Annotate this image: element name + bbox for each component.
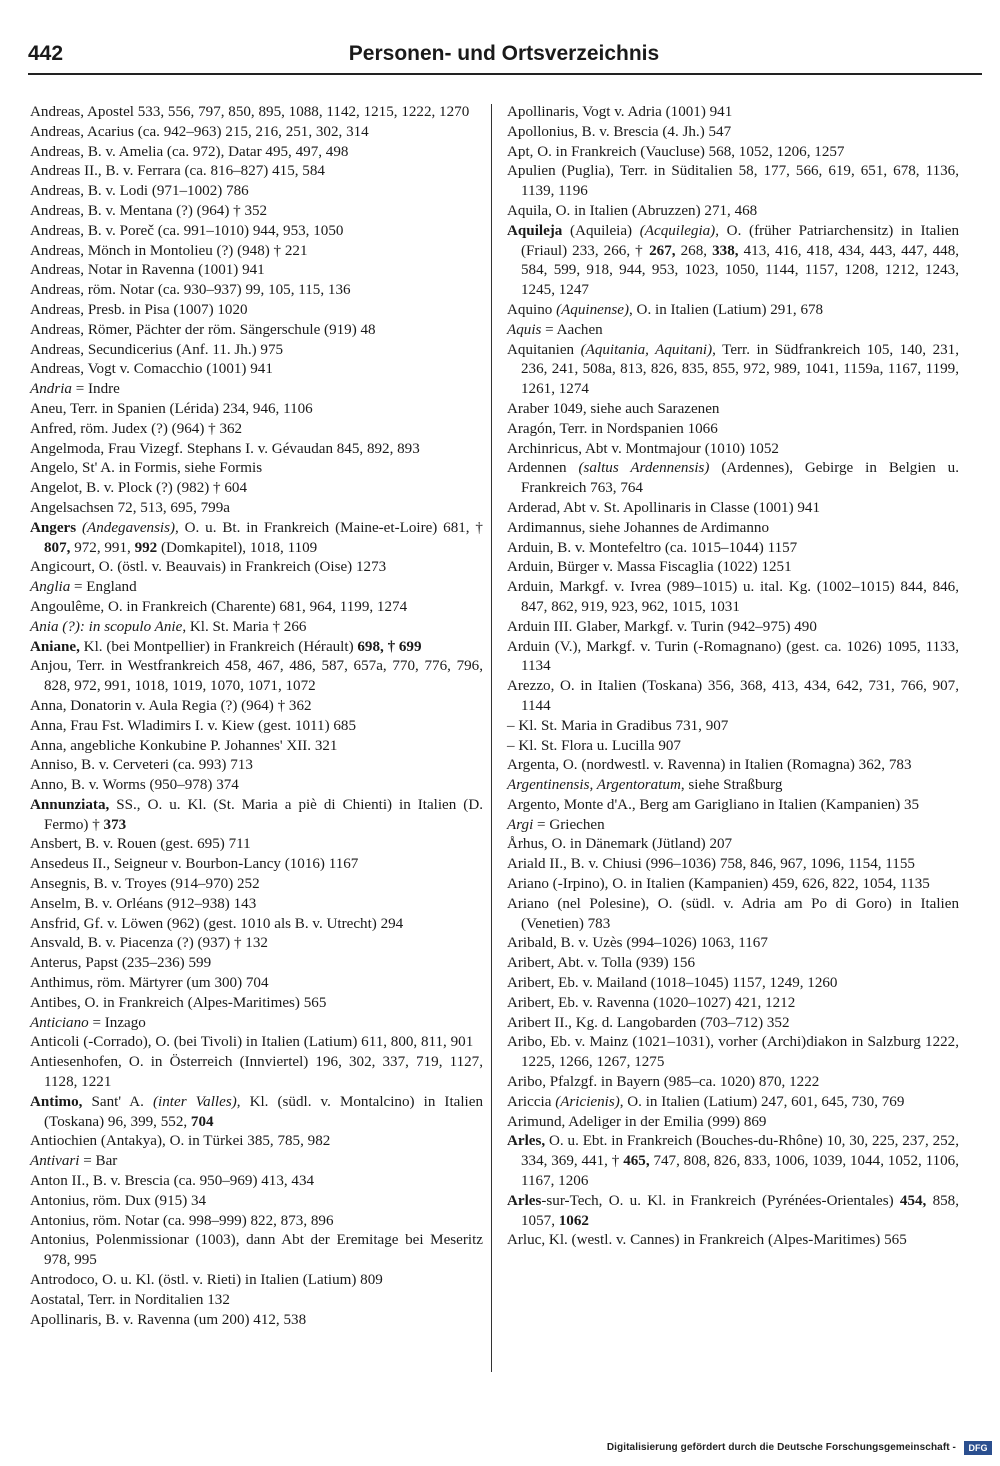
- entry-text: SS., O. u. Kl. (St. Maria a piè di Chienti) in Italien (D. Fermo) †: [44, 796, 483, 833]
- index-entry: [30, 499, 483, 519]
- entry-text: Angelo, St' A. in Formis, siehe Formis: [30, 460, 263, 477]
- index-entry: [30, 875, 483, 895]
- entry-text: Andria: [30, 381, 72, 398]
- entry-text: Kl. (bei Montpellier) in Frankreich (Hérault): [79, 638, 358, 655]
- index-entry: [30, 1212, 483, 1232]
- index-entry: [30, 756, 483, 776]
- index-entry: [507, 875, 959, 895]
- index-entry: [507, 756, 959, 776]
- entry-text: Antrodoco, O. u. Kl. (östl. v. Rieti) in Italien (Latium) 809: [30, 1272, 383, 1289]
- entry-text: Angelsachsen 72, 513, 695, 799a: [30, 499, 230, 516]
- entry-text: Andreas, Acarius (ca. 942–963) 215, 216, 251, 302, 314: [30, 123, 369, 140]
- index-entry: [30, 796, 483, 836]
- entry-text: Anterus, Papst (235–236) 599: [30, 955, 212, 972]
- entry-text: Argenta, O. (nordwestl. v. Ravenna) in Italien (Romagna) 362, 783: [507, 757, 912, 774]
- page-number: 442: [28, 42, 64, 65]
- entry-text: , siehe Straßburg: [680, 777, 783, 794]
- entry-text: Aniane,: [30, 638, 80, 655]
- index-entry: [507, 400, 959, 420]
- index-entry: [507, 103, 959, 123]
- entry-text: Antimo,: [30, 1093, 83, 1110]
- entry-text: Antibes, O. in Frankreich (Alpes-Maritimes) 565: [30, 994, 327, 1011]
- entry-text: , Terr. in Südfrankreich 105, 140, 231, 236, 241, 508a, 813, 826, 835, 855, 972, 989, 1041, 1159a, 1167, 1199, 1261, 1274: [521, 341, 959, 398]
- entry-text: Ansbert, B. v. Rouen (gest. 695) 711: [30, 836, 251, 853]
- entry-text: Arduin, Markgf. v. Ivrea (989–1015) u. ital. Kg. (1002–1015) 844, 846, 847, 862, 919, 923, 962, 1015, 1031: [507, 579, 959, 615]
- index-entry: [30, 697, 483, 717]
- page-title: Personen- und Ortsverzeichnis: [348, 42, 660, 65]
- entry-text: Andreas, B. v. Mentana (?) (964) † 352: [30, 202, 268, 219]
- entry-text: 454,: [899, 1192, 927, 1209]
- entry-text: Antiesenhofen, O. in Österreich (Innviertel) 196, 302, 337, 719, 1127, 1128, 1221: [30, 1054, 483, 1091]
- entry-text: Aquis: [507, 321, 542, 338]
- index-entry: [30, 1053, 483, 1093]
- entry-text: (Domkapitel), 1018, 1109: [157, 539, 318, 556]
- index-entry: [30, 341, 483, 361]
- index-entry: [507, 1073, 959, 1093]
- index-entry: [30, 657, 483, 697]
- index-entry: [30, 143, 483, 163]
- index-entry: [507, 1192, 959, 1232]
- entry-text: Aribo, Pfalzgf. in Bayern (985–ca. 1020) 870, 1222: [507, 1074, 820, 1091]
- entry-text: = Indre: [71, 381, 120, 398]
- entry-text: 267,: [649, 242, 676, 259]
- entry-text: Anna, Frau Fst. Wladimirs I. v. Kiew (gest. 1011) 685: [30, 717, 357, 734]
- entry-text: Aribert, Eb. v. Ravenna (1020–1027) 421, 1212: [507, 994, 796, 1011]
- index-entry: [507, 143, 959, 163]
- index-entry: [507, 1113, 959, 1133]
- index-entry: [507, 341, 959, 400]
- index-entry: [30, 954, 483, 974]
- index-entry: [507, 717, 959, 737]
- index-entry: [507, 816, 959, 836]
- index-entry: [30, 776, 483, 796]
- index-entry: [30, 1231, 483, 1271]
- entry-text: = Aachen: [541, 321, 603, 338]
- entry-text: Annunziata,: [30, 796, 110, 813]
- index-entry: [30, 1132, 483, 1152]
- entry-text: 992: [134, 539, 158, 556]
- index-entry: [30, 855, 483, 875]
- index-entry: [507, 796, 959, 816]
- index-entry: [30, 380, 483, 400]
- dfg-logo: DFG: [964, 1441, 992, 1455]
- entry-text: Aribert, Abt. v. Tolla (939) 156: [507, 955, 696, 972]
- entry-text: = Griechen: [533, 816, 605, 833]
- index-entry: [30, 242, 483, 262]
- index-entry: [30, 895, 483, 915]
- index-entry: [507, 321, 959, 341]
- entry-text: Anniso, B. v. Cerveteri (ca. 993) 713: [30, 757, 253, 774]
- entry-text: Angicourt, O. (östl. v. Beauvais) in Frankreich (Oise) 1273: [30, 559, 387, 576]
- entry-text: O. u. Ebt. in Frankreich (Bouches-du-Rhône) 10, 30, 225, 237, 252, 334, 369, 441, †: [521, 1133, 959, 1170]
- entry-text: Argentinensis, Argentoratum: [507, 777, 681, 794]
- index-entry: [30, 994, 483, 1014]
- entry-text: Antonius, röm. Notar (ca. 998–999) 822, 873, 896: [30, 1212, 334, 1229]
- entry-text: Angoulême, O. in Frankreich (Charente) 681, 964, 1199, 1274: [30, 598, 408, 615]
- index-entry: [30, 1152, 483, 1172]
- entry-text: Ariccia: [507, 1093, 556, 1110]
- entry-text: Ansvald, B. v. Piacenza (?) (937) † 132: [30, 935, 268, 952]
- entry-text: 373: [103, 816, 127, 833]
- index-entry: [507, 1093, 959, 1113]
- entry-text: , O. u. Bt. in Frankreich (Maine-et-Loire) 681, †: [175, 519, 483, 536]
- entry-text: 338,: [712, 242, 739, 259]
- entry-text: Anton II., B. v. Brescia (ca. 950–969) 413, 434: [30, 1173, 315, 1190]
- index-entry: [30, 835, 483, 855]
- entry-text: Apollinaris, Vogt v. Adria (1001) 941: [507, 104, 733, 120]
- entry-text: Andreas, Mönch in Montolieu (?) (948) † 221: [30, 242, 308, 259]
- entry-text: Aribald, B. v. Uzès (994–1026) 1063, 1167: [507, 935, 768, 952]
- entry-text: Aribo, Eb. v. Mainz (1021–1031), vorher (Archi)diakon in Salzburg 1222, 1225, 1266, 1267, 1275: [507, 1034, 959, 1071]
- entry-text: = Inzago: [88, 1014, 146, 1031]
- page-header: [28, 42, 980, 76]
- index-entry: [507, 578, 959, 618]
- entry-text: Andreas, Vogt v. Comacchio (1001) 941: [30, 361, 273, 378]
- entry-text: , Kl. (südl. v. Montalcino) in Italien (Toskana) 96, 399, 552,: [44, 1093, 483, 1130]
- entry-text: Angelmoda, Frau Vizegf. Stephans I. v. Gévaudan 845, 892, 893: [30, 440, 420, 457]
- entry-text: Århus, O. in Dänemark (Jütland) 207: [507, 836, 733, 853]
- entry-text: (Aquileia): [562, 222, 640, 239]
- entry-text: Apollinaris, B. v. Ravenna (um 200) 412, 538: [30, 1311, 307, 1328]
- index-entry: [30, 103, 483, 123]
- index-entry: [30, 123, 483, 143]
- index-entry: [507, 301, 959, 321]
- index-column-right: [507, 103, 959, 1251]
- index-entry: [507, 440, 959, 460]
- index-entry: [30, 717, 483, 737]
- column-divider: [491, 104, 492, 1372]
- index-entry: [30, 1271, 483, 1291]
- entry-text: – Kl. St. Maria in Gradibus 731, 907: [507, 717, 729, 734]
- entry-text: Andreas, B. v. Amelia (ca. 972), Datar 495, 497, 498: [30, 143, 349, 160]
- entry-text: Apollonius, B. v. Brescia (4. Jh.) 547: [507, 123, 732, 140]
- entry-text: 807,: [44, 539, 71, 556]
- entry-text: Anfred, röm. Judex (?) (964) † 362: [30, 420, 243, 437]
- entry-text: Ardimannus, siehe Johannes de Ardimanno: [507, 519, 769, 536]
- entry-text: 972, 991,: [70, 539, 135, 556]
- entry-text: Ansfrid, Gf. v. Löwen (962) (gest. 1010 als B. v. Utrecht) 294: [30, 915, 404, 932]
- entry-text: (Andegavensis): [81, 519, 176, 536]
- index-entry: [30, 519, 483, 559]
- index-entry: [507, 420, 959, 440]
- entry-text: Aribert, Eb. v. Mailand (1018–1045) 1157, 1249, 1260: [507, 975, 838, 992]
- index-entry: [507, 202, 959, 222]
- entry-text: 698, † 699: [357, 638, 422, 655]
- index-entry: [30, 1311, 483, 1331]
- index-entry: [30, 638, 483, 658]
- entry-text: Andreas, Presb. in Pisa (1007) 1020: [30, 301, 248, 318]
- index-entry: [507, 974, 959, 994]
- index-entry: [30, 479, 483, 499]
- index-entry: [30, 1014, 483, 1034]
- entry-text: = Bar: [79, 1153, 118, 1170]
- index-entry: [30, 618, 483, 638]
- entry-text: Ansegnis, B. v. Troyes (914–970) 252: [30, 876, 260, 893]
- entry-text: Arles: [507, 1192, 542, 1209]
- entry-text: Andreas, Römer, Pächter der röm. Sängerschule (919) 48: [30, 321, 376, 338]
- index-entry: [30, 420, 483, 440]
- entry-text: Argento, Monte d'A., Berg am Garigliano in Italien (Kampanien) 35: [507, 796, 920, 813]
- entry-text: 704: [190, 1113, 214, 1130]
- entry-text: Aragón, Terr. in Nordspanien 1066: [507, 420, 718, 437]
- entry-text: Anna, angebliche Konkubine P. Johannes' XII. 321: [30, 737, 338, 754]
- entry-text: Anno, B. v. Worms (950–978) 374: [30, 777, 239, 794]
- entry-text: Araber 1049, siehe auch Sarazenen: [507, 400, 720, 417]
- entry-text: Anselm, B. v. Orléans (912–938) 143: [30, 895, 257, 912]
- entry-text: Antivari: [30, 1153, 80, 1170]
- index-entry: [30, 440, 483, 460]
- entry-text: Andreas, B. v. Poreč (ca. 991–1010) 944, 953, 1050: [30, 222, 344, 239]
- index-entry: [30, 321, 483, 341]
- entry-text: , O. in Italien (Latium) 247, 601, 645, 730, 769: [619, 1093, 905, 1110]
- entry-text: – Kl. St. Flora u. Lucilla 907: [507, 737, 681, 754]
- index-entry: [507, 618, 959, 638]
- index-entry: [30, 934, 483, 954]
- entry-text: Arezzo, O. in Italien (Toskana) 356, 368, 413, 434, 642, 731, 766, 907, 1144: [507, 678, 959, 714]
- entry-text: Aneu, Terr. in Spanien (Lérida) 234, 946, 1106: [30, 400, 313, 417]
- entry-text: Apt, O. in Frankreich (Vaucluse) 568, 1052, 1206, 1257: [507, 143, 845, 160]
- entry-text: Arduin, B. v. Montefeltro (ca. 1015–1044) 1157: [507, 539, 798, 556]
- index-entry: [507, 855, 959, 875]
- entry-text: Andreas, röm. Notar (ca. 930–937) 99, 105, 115, 136: [30, 282, 351, 299]
- entry-text: Anthimus, röm. Märtyrer (um 300) 704: [30, 975, 269, 992]
- index-entry: [30, 578, 483, 598]
- entry-text: Archinricus, Abt v. Montmajour (1010) 1052: [507, 440, 779, 457]
- entry-text: Arimund, Adeliger in der Emilia (999) 869: [507, 1113, 767, 1130]
- entry-text: Andreas II., B. v. Ferrara (ca. 816–827) 415, 584: [30, 163, 325, 180]
- entry-text: Arduin (V.), Markgf. v. Turin (-Romagnano) (gest. ca. 1026) 1095, 1133, 1134: [507, 638, 959, 675]
- index-entry: [30, 222, 483, 242]
- index-entry: [30, 915, 483, 935]
- entry-text: Angers: [30, 519, 77, 536]
- index-entry: [507, 1014, 959, 1034]
- entry-text: (Aricienis): [555, 1093, 620, 1110]
- index-entry: [507, 776, 959, 796]
- entry-text: Ariano (nel Polesine), O. (südl. v. Adria am Po di Goro) in Italien (Venetien) 783: [507, 895, 959, 932]
- index-entry: [30, 558, 483, 578]
- index-entry: [507, 123, 959, 143]
- entry-text: Antiochien (Antakya), O. in Türkei 385, 785, 982: [30, 1133, 331, 1150]
- entry-text: Ariano (-Irpino), O. in Italien (Kampanien) 459, 626, 822, 1054, 1135: [507, 876, 930, 893]
- index-entry: [507, 519, 959, 539]
- index-entry: [30, 360, 483, 380]
- entry-text: Argi: [507, 816, 534, 833]
- entry-text: 1062: [558, 1212, 589, 1229]
- entry-text: Ariald II., B. v. Chiusi (996–1036) 758, 846, 967, 1096, 1154, 1155: [507, 856, 915, 873]
- index-entry: [507, 934, 959, 954]
- index-entry: [507, 994, 959, 1014]
- entry-text: 465,: [623, 1153, 650, 1170]
- entry-text: Andreas, Secundicerius (Anf. 11. Jh.) 975: [30, 341, 284, 358]
- entry-text: Ardennen: [507, 460, 579, 477]
- entry-text: Sant' A.: [82, 1093, 154, 1110]
- entry-text: , O. in Italien (Latium) 291, 678: [629, 301, 824, 318]
- index-entry: [30, 202, 483, 222]
- index-entry: [507, 162, 959, 202]
- entry-text: Angelot, B. v. Plock (?) (982) † 604: [30, 480, 248, 497]
- funding-note: Digitalisierung gefördert durch die Deutsche Forschungsgemeinschaft -: [606, 1442, 956, 1453]
- entry-text: Aquila, O. in Italien (Abruzzen) 271, 468: [507, 202, 758, 219]
- entry-text: Ania (?): in scopulo Anie: [30, 618, 183, 635]
- index-entry: [507, 638, 959, 678]
- index-entry: [507, 1132, 959, 1191]
- entry-text: (Aquinense): [556, 301, 629, 318]
- index-entry: [30, 1033, 483, 1053]
- entry-text: (saltus Ardennensis): [578, 460, 710, 477]
- entry-text: Andreas, B. v. Lodi (971–1002) 786: [30, 183, 249, 200]
- index-entry: [507, 558, 959, 578]
- index-entry: [507, 222, 959, 301]
- entry-text: -sur-Tech, O. u. Kl. in Frankreich (Pyrénées-Orientales): [541, 1192, 900, 1209]
- entry-text: Arles,: [507, 1133, 546, 1150]
- entry-text: Anticiano: [30, 1014, 89, 1031]
- entry-text: 858, 1057,: [521, 1192, 959, 1229]
- entry-text: Aquileja: [507, 222, 563, 239]
- index-entry: [30, 162, 483, 182]
- index-entry: [507, 1033, 959, 1073]
- entry-text: Aostatal, Terr. in Norditalien 132: [30, 1291, 230, 1308]
- entry-text: (Acquilegia): [639, 222, 716, 239]
- entry-text: Ansedeus II., Seigneur v. Bourbon-Lancy (1016) 1167: [30, 856, 359, 873]
- entry-text: Anjou, Terr. in Westfrankreich 458, 467, 486, 587, 657a, 770, 776, 796, 828, 972, 991, 1018, 1019, 1070, 1071, 1072: [30, 658, 483, 695]
- index-entry: [30, 737, 483, 757]
- entry-text: (Ardennes), Gebirge in Belgien u. Frankreich 763, 764: [521, 460, 959, 497]
- index-entry: [30, 1291, 483, 1311]
- index-entry: [507, 895, 959, 935]
- entry-text: 413, 416, 418, 434, 443, 447, 448, 584, 599, 918, 944, 953, 1023, 1050, 1144, 1157, 1208, 1212, 1243, 1245, 1247: [521, 242, 960, 299]
- entry-text: (Aquitania, Aquitani): [580, 341, 713, 358]
- index-entry: [30, 301, 483, 321]
- entry-text: Anna, Donatorin v. Aula Regia (?) (964) † 362: [30, 697, 312, 714]
- index-entry: [30, 598, 483, 618]
- index-entry: [30, 1172, 483, 1192]
- entry-text: Aquitanien: [507, 341, 581, 358]
- index-entry: [30, 1192, 483, 1212]
- entry-text: Anglia: [30, 579, 71, 596]
- entry-text: 747, 808, 826, 833, 1006, 1039, 1044, 1052, 1106, 1167, 1206: [521, 1153, 959, 1190]
- index-entry: [30, 261, 483, 281]
- entry-text: Andreas, Notar in Ravenna (1001) 941: [30, 262, 265, 279]
- index-entry: [30, 281, 483, 301]
- entry-text: Aquino: [507, 301, 557, 318]
- entry-text: Arduin III. Glaber, Markgf. v. Turin (942–975) 490: [507, 618, 817, 635]
- entry-text: 268,: [675, 242, 713, 259]
- entry-text: Andreas, Apostel 533, 556, 797, 850, 895, 1088, 1142, 1215, 1222, 1270: [30, 104, 470, 120]
- entry-text: (inter Valles): [153, 1093, 237, 1110]
- index-entry: [507, 499, 959, 519]
- index-entry: [30, 400, 483, 420]
- entry-text: , Kl. St. Maria † 266: [182, 618, 307, 635]
- index-entry: [507, 737, 959, 757]
- entry-text: , O. (früher Patriarchensitz) in Italien (Friaul) 233, 266, †: [521, 222, 960, 259]
- index-entry: [30, 459, 483, 479]
- entry-text: Antonius, röm. Dux (915) 34: [30, 1192, 207, 1209]
- index-entry: [507, 954, 959, 974]
- index-entry: [507, 677, 959, 717]
- entry-text: Arderad, Abt v. St. Apollinaris in Classe (1001) 941: [507, 499, 821, 516]
- entry-text: Anticoli (-Corrado), O. (bei Tivoli) in Italien (Latium) 611, 800, 811, 901: [30, 1034, 474, 1051]
- entry-text: Arluc, Kl. (westl. v. Cannes) in Frankreich (Alpes-Maritimes) 565: [507, 1232, 907, 1249]
- index-column-left: [30, 103, 483, 1330]
- entry-text: Aribert II., Kg. d. Langobarden (703–712) 352: [507, 1014, 790, 1031]
- entry-text: Apulien (Puglia), Terr. in Süditalien 58, 177, 566, 619, 651, 678, 1136, 1139, 1196: [507, 163, 959, 200]
- entry-text: = England: [70, 579, 137, 596]
- index-entry: [30, 974, 483, 994]
- index-entry: [507, 539, 959, 559]
- index-entry: [507, 835, 959, 855]
- index-entry: [507, 1231, 959, 1251]
- index-entry: [30, 182, 483, 202]
- header-rule: [28, 73, 982, 75]
- index-entry: [507, 459, 959, 499]
- index-entry: [30, 1093, 483, 1133]
- entry-text: Arduin, Bürger v. Massa Fiscaglia (1022) 1251: [507, 559, 792, 576]
- entry-text: Antonius, Polenmissionar (1003), dann Abt der Eremitage bei Meseritz 978, 995: [30, 1232, 483, 1269]
